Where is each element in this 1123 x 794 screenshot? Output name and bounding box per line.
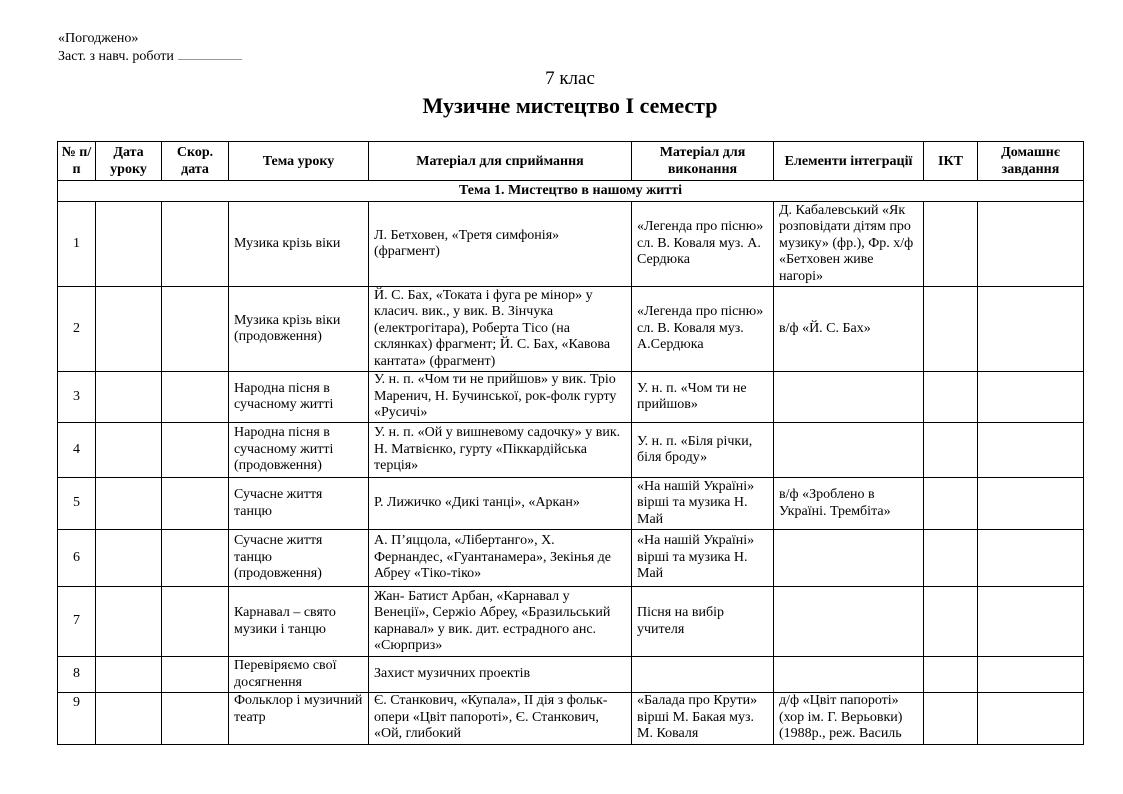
integration-elements [774, 657, 924, 693]
homework-cell [978, 287, 1084, 372]
lesson-number: 1 [58, 202, 96, 287]
lesson-number: 8 [58, 657, 96, 693]
corrected-date-cell [162, 530, 229, 587]
lesson-date-cell [96, 587, 162, 657]
lesson-topic: Народна пісня в сучасному житті [229, 372, 369, 423]
corrected-date-cell [162, 587, 229, 657]
lesson-number: 4 [58, 423, 96, 478]
ict-cell [924, 530, 978, 587]
perception-material: Є. Станкович, «Купала», ІІ дія з фольк-опери «Цвіт папороті», Є. Станкович, «Ой, глибокий [369, 693, 632, 745]
column-header: ІКТ [924, 142, 978, 181]
lesson-number: 5 [58, 478, 96, 530]
integration-elements: в/ф «Й. С. Бах» [774, 287, 924, 372]
perception-material: Й. С. Бах, «Токата і фуга ре мінор» у класич. вик., у вик. В. Зінчука (електрогітара), Роберта Тісо (на склянках) фрагмент; Й. С. Бах, «Кавова кантата» (фрагмент) [369, 287, 632, 372]
table-row [58, 530, 1084, 587]
lesson-number: 6 [58, 530, 96, 587]
lesson-number: 7 [58, 587, 96, 657]
lesson-topic: Сучасне життя танцю [229, 478, 369, 530]
perception-material: У. н. п. «Ой у вишневому садочку» у вик. Н. Матвієнко, гурту «Піккардійська терція» [369, 423, 632, 478]
approval-deputy: Заст. з навч. роботи [58, 49, 174, 64]
homework-cell [978, 657, 1084, 693]
ict-cell [924, 693, 978, 745]
perception-material: Жан- Батист Арбан, «Карнавал у Венеції», Сержіо Абреу, «Бразильський карнавал» у вик. дит. естрадного анс. «Сюрприз» [369, 587, 632, 657]
ict-cell [924, 287, 978, 372]
column-header: Дата уроку [96, 142, 162, 181]
perception-material: А. П’яццола, «Лібертанго», Х. Фернандес, «Гуантанамера», Зекінья де Абреу «Тіко-тіко» [369, 530, 632, 587]
approval-agreed: «Погоджено» [58, 31, 139, 46]
perception-material: Р. Лижичко «Дикі танці», «Аркан» [369, 478, 632, 530]
lesson-number: 3 [58, 372, 96, 423]
lesson-date-cell [96, 693, 162, 745]
integration-elements: Д. Кабалевський «Як розповідати дітям про музику» (фр.), Фр. х/ф «Бетховен живе нагорі» [774, 202, 924, 287]
column-header: Матеріал для сприймання [369, 142, 632, 181]
class-title: 7 клас [545, 68, 595, 89]
performance-material: «Легенда про пісню» сл. В. Коваля муз. А.Сердюка [632, 287, 774, 372]
ict-cell [924, 478, 978, 530]
lesson-number: 9 [58, 693, 96, 745]
table-row [58, 657, 1084, 693]
lesson-topic: Музика крізь віки (продовження) [229, 287, 369, 372]
table-row [58, 202, 1084, 287]
performance-material: «Легенда про пісню» сл. В. Коваля муз. А. Сердюка [632, 202, 774, 287]
performance-material: «На нашій Україні» вірші та музика Н. Май [632, 478, 774, 530]
table-row [58, 693, 1084, 745]
homework-cell [978, 478, 1084, 530]
ict-cell [924, 657, 978, 693]
corrected-date-cell [162, 478, 229, 530]
lesson-date-cell [96, 423, 162, 478]
lesson-date-cell [96, 657, 162, 693]
lesson-plan-table [57, 141, 1084, 745]
lesson-topic: Карнавал – свято музики і танцю [229, 587, 369, 657]
integration-elements: д/ф «Цвіт папороті» (хор ім. Г. Верьовки) (1988р., реж. Василь [774, 693, 924, 745]
homework-cell [978, 530, 1084, 587]
lesson-date-cell [96, 478, 162, 530]
column-header: Тема уроку [229, 142, 369, 181]
section-title: Тема 1. Мистецтво в нашому житті [58, 181, 1084, 202]
lesson-topic: Народна пісня в сучасному житті (продовження) [229, 423, 369, 478]
lesson-date-cell [96, 202, 162, 287]
section-row [58, 181, 1084, 202]
lesson-date-cell [96, 372, 162, 423]
corrected-date-cell [162, 202, 229, 287]
corrected-date-cell [162, 423, 229, 478]
homework-cell [978, 587, 1084, 657]
ict-cell [924, 423, 978, 478]
performance-material: У. н. п. «Чом ти не прийшов» [632, 372, 774, 423]
perception-material: Захист музичних проектів [369, 657, 632, 693]
table-row [58, 372, 1084, 423]
page-title: Музичне мистецтво І семестр [422, 93, 718, 118]
performance-material: У. н. п. «Біля річки, біля броду» [632, 423, 774, 478]
homework-cell [978, 202, 1084, 287]
performance-material: Пісня на вибір учителя [632, 587, 774, 657]
ict-cell [924, 587, 978, 657]
table-header-row [58, 142, 1084, 181]
lesson-topic: Фольклор і музичний театр [229, 693, 369, 745]
corrected-date-cell [162, 372, 229, 423]
perception-material: Л. Бетховен, «Третя симфонія» (фрагмент) [369, 202, 632, 287]
column-header: № п/п [58, 142, 96, 181]
homework-cell [978, 693, 1084, 745]
integration-elements [774, 423, 924, 478]
integration-elements [774, 587, 924, 657]
performance-material [632, 657, 774, 693]
corrected-date-cell [162, 693, 229, 745]
column-header: Елементи інтеграції [774, 142, 924, 181]
column-header: Скор. дата [162, 142, 229, 181]
lesson-topic: Перевіряємо свої досягнення [229, 657, 369, 693]
lesson-topic: Сучасне життя танцю (продовження) [229, 530, 369, 587]
corrected-date-cell [162, 287, 229, 372]
integration-elements: в/ф «Зроблено в Україні. Трембіта» [774, 478, 924, 530]
table-row [58, 287, 1084, 372]
homework-cell [978, 423, 1084, 478]
ict-cell [924, 372, 978, 423]
integration-elements [774, 530, 924, 587]
column-header: Домашнє завдання [978, 142, 1084, 181]
perception-material: У. н. п. «Чом ти не прийшов» у вик. Тріо Маренич, Н. Бучинської, рок-фолк гурту «Русичі» [369, 372, 632, 423]
performance-material: «На нашій Україні» вірші та музика Н. Май [632, 530, 774, 587]
corrected-date-cell [162, 657, 229, 693]
performance-material: «Балада про Крути» вірші М. Бакая муз. М. Коваля [632, 693, 774, 745]
table-row [58, 423, 1084, 478]
lesson-topic: Музика крізь віки [229, 202, 369, 287]
approval-block [58, 30, 242, 66]
table-row [58, 478, 1084, 530]
column-header: Матеріал для виконання [632, 142, 774, 181]
lesson-date-cell [96, 287, 162, 372]
ict-cell [924, 202, 978, 287]
integration-elements [774, 372, 924, 423]
approval-deputy-line [58, 48, 242, 66]
lesson-date-cell [96, 530, 162, 587]
homework-cell [978, 372, 1084, 423]
table-row [58, 587, 1084, 657]
signature-blank [178, 59, 242, 60]
lesson-number: 2 [58, 287, 96, 372]
